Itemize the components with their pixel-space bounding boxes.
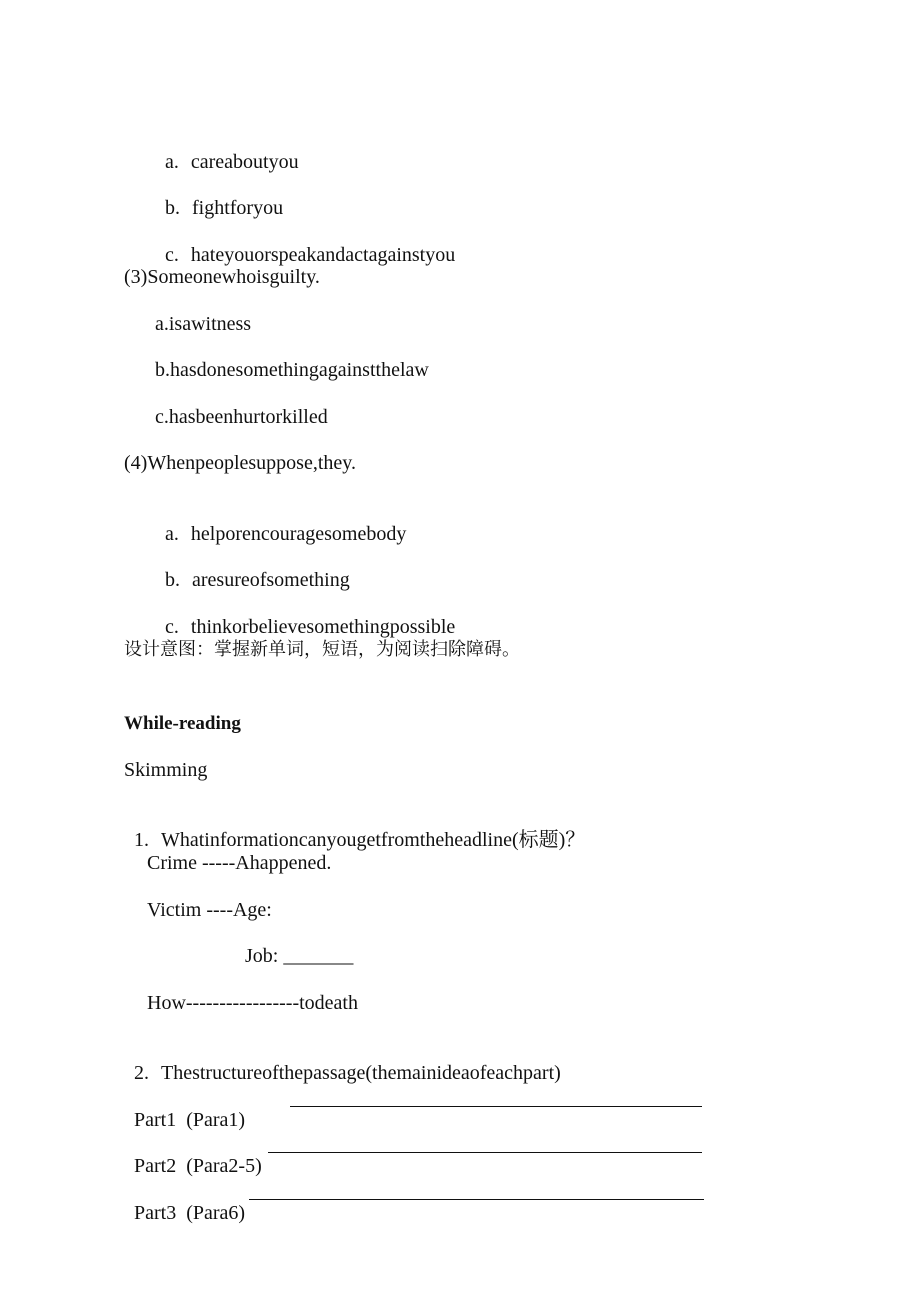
question-4-option-a bbox=[155, 498, 406, 546]
option-c bbox=[155, 219, 455, 267]
part-2-answer-blank[interactable] bbox=[268, 1134, 702, 1153]
design-intent: 设计意图：掌握新单词，短语，为阅读扫除障碍。 bbox=[124, 639, 520, 660]
part-label: Part2 bbox=[134, 1155, 177, 1177]
part-para: (Para1) bbox=[186, 1109, 246, 1131]
section-heading-while-reading: While-reading bbox=[124, 713, 241, 734]
option-text: hateyouorspeakandactagainstyou bbox=[190, 244, 456, 266]
option-text: careaboutyou bbox=[190, 151, 299, 173]
question-4-option-b bbox=[155, 544, 350, 592]
part-3-answer-blank[interactable] bbox=[249, 1181, 704, 1200]
option-letter: a. bbox=[165, 523, 179, 545]
part-label: Part1 bbox=[134, 1109, 177, 1131]
subheading-skimming: Skimming bbox=[124, 759, 208, 781]
item-text: Thestructureofthepassage(themainideaofeachpart) bbox=[161, 1062, 561, 1084]
question-3-option-a: a.isawitness bbox=[155, 313, 252, 335]
option-b bbox=[155, 172, 283, 220]
option-text: fightforyou bbox=[192, 197, 284, 219]
item-1 bbox=[124, 804, 585, 852]
question-3-option-c: c.hasbeenhurtorkilled bbox=[155, 406, 328, 428]
question-3-option-b: b.hasdonesomethingagainstthelaw bbox=[155, 359, 429, 381]
part-1-answer-blank[interactable] bbox=[290, 1088, 702, 1107]
option-text: thinkorbelievesomethingpossible bbox=[190, 616, 456, 638]
item-text: Whatinformationcanyougetfromtheheadline(标题)？ bbox=[161, 829, 586, 851]
option-letter: b. bbox=[165, 197, 180, 219]
item-number: 1. bbox=[134, 829, 149, 851]
item-2 bbox=[124, 1037, 561, 1085]
crime-line: Crime -----Ahappened. bbox=[147, 852, 332, 874]
part-1-row bbox=[124, 1084, 245, 1132]
question-4-stem: (4)Whenpeoplesuppose,they. bbox=[124, 452, 356, 474]
part-3-row bbox=[124, 1177, 245, 1225]
part-para: (Para6) bbox=[186, 1202, 246, 1224]
option-letter: b. bbox=[165, 569, 180, 591]
option-letter: c. bbox=[165, 616, 179, 638]
question-4-option-c bbox=[155, 591, 455, 639]
option-text: aresureofsomething bbox=[192, 569, 350, 591]
option-a bbox=[155, 126, 299, 174]
question-3-stem: (3)Someonewhoisguilty. bbox=[124, 266, 320, 288]
part-2-row bbox=[124, 1130, 262, 1178]
part-para: (Para2-5) bbox=[186, 1155, 262, 1177]
option-text: helporencouragesomebody bbox=[190, 523, 407, 545]
job-line: Job: _______ bbox=[245, 945, 354, 967]
option-letter: c. bbox=[165, 244, 179, 266]
how-line: How-----------------todeath bbox=[147, 992, 358, 1014]
option-letter: a. bbox=[165, 151, 179, 173]
item-number: 2. bbox=[134, 1062, 149, 1084]
part-label: Part3 bbox=[134, 1202, 177, 1224]
victim-line: Victim ----Age: bbox=[147, 899, 272, 921]
